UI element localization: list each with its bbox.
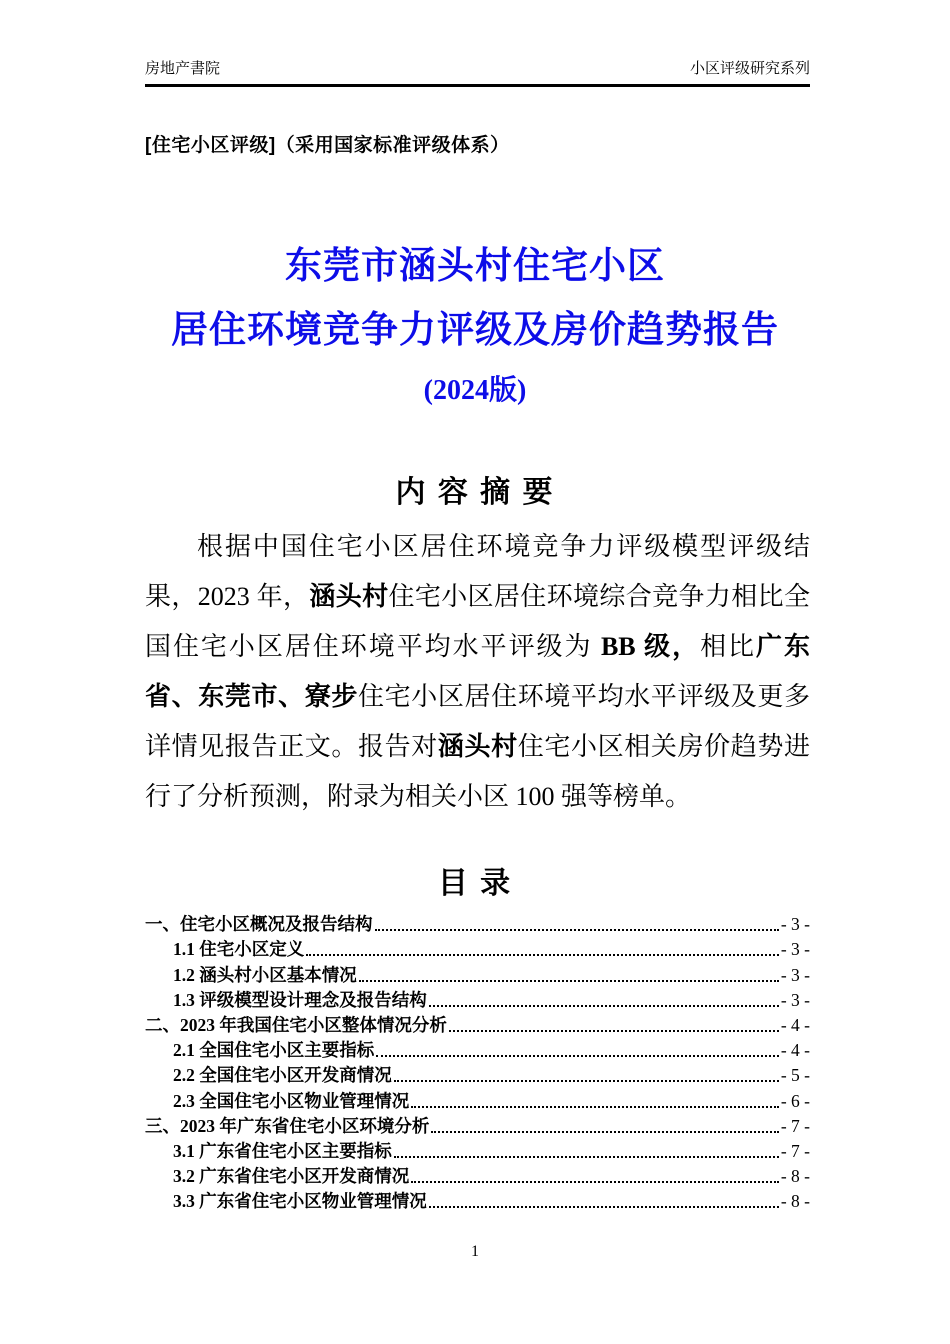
toc-entry-page: - 8 - xyxy=(780,1166,810,1187)
toc-entry-label: 1.1 住宅小区定义 xyxy=(173,939,305,960)
toc-entry xyxy=(145,1163,810,1188)
summary-heading: 内 容 摘 要 xyxy=(395,476,555,509)
toc-dot-leader xyxy=(429,1206,779,1208)
toc-entry-page: - 3 - xyxy=(780,964,810,985)
header-right-text: 小区评级研究系列 xyxy=(689,60,810,77)
toc-entry-page: - 7 - xyxy=(780,1115,810,1136)
toc-entry-label: 1.2 涵头村小区基本情况 xyxy=(173,964,357,985)
toc-entry xyxy=(145,1037,810,1062)
toc-dot-leader xyxy=(375,929,779,931)
rating-system-note: [住宅小区评级]（采用国家标准评级体系） xyxy=(145,135,510,156)
toc-dot-leader xyxy=(359,980,779,982)
toc-entry-label: 3.3 广东省住宅小区物业管理情况 xyxy=(173,1191,427,1212)
toc-entry-page: - 5 - xyxy=(780,1065,810,1086)
toc-dot-leader xyxy=(394,1156,779,1158)
toc-list xyxy=(145,911,810,1213)
toc-entry-page: - 6 - xyxy=(780,1090,810,1111)
toc-entry-label: 3.2 广东省住宅小区开发商情况 xyxy=(173,1166,410,1187)
summary-text: 住宅小区相关房价趋势进行了分析预测，附录为相关小区 100 强等榜单。 xyxy=(145,732,810,811)
toc-entry xyxy=(145,936,810,961)
toc-entry xyxy=(145,987,810,1012)
toc-dot-leader xyxy=(411,1181,779,1183)
summary-text: 根据中国住宅小区居住环境竞争力评级模型评级结果，2023 年， xyxy=(145,532,810,611)
running-header xyxy=(145,60,810,87)
toc-dot-leader xyxy=(429,1005,779,1007)
toc-dot-leader xyxy=(376,1055,779,1057)
toc-entry xyxy=(145,1012,810,1037)
header-left-text: 房地产書院 xyxy=(145,60,221,77)
report-title-line2: 居住环境竞争力评级及房价趋势报告 xyxy=(171,310,779,351)
toc-entry-page: - 4 - xyxy=(780,1040,810,1061)
toc-entry-label: 2.1 全国住宅小区主要指标 xyxy=(173,1040,375,1061)
report-title-block xyxy=(0,245,950,407)
toc-entry-label: 三、2023 年广东省住宅小区环境分析 xyxy=(145,1115,430,1136)
summary-paragraph xyxy=(145,522,810,822)
summary-bold-text: BB 级， xyxy=(600,632,701,661)
toc-entry xyxy=(145,1138,810,1163)
toc-entry-label: 3.1 广东省住宅小区主要指标 xyxy=(173,1140,392,1161)
toc-entry-label: 2.2 全国住宅小区开发商情况 xyxy=(173,1065,392,1086)
summary-bold-text: 广东省、东莞市、寮步 xyxy=(145,632,810,711)
toc-entry-page: - 8 - xyxy=(780,1191,810,1212)
summary-bold-text: 涵头村 xyxy=(309,582,389,611)
toc-entry xyxy=(145,1113,810,1138)
toc-dot-leader xyxy=(449,1030,779,1032)
toc-dot-leader xyxy=(411,1106,779,1108)
toc-entry-page: - 4 - xyxy=(780,1014,810,1035)
toc-entry-label: 1.3 评级模型设计理念及报告结构 xyxy=(173,989,427,1010)
toc-entry xyxy=(145,911,810,936)
toc-entry-page: - 3 - xyxy=(780,939,810,960)
toc-entry-label: 2.3 全国住宅小区物业管理情况 xyxy=(173,1090,410,1111)
toc-dot-leader xyxy=(306,954,779,956)
page-number: 1 xyxy=(471,1243,479,1260)
toc-entry xyxy=(145,1062,810,1087)
summary-bold-text: 涵头村 xyxy=(437,732,518,761)
toc-dot-leader xyxy=(431,1131,778,1133)
toc-entry-label: 二、2023 年我国住宅小区整体情况分析 xyxy=(145,1014,447,1035)
summary-text: 住宅小区居住环境综合竞争力相比全国住宅小区居住环境平均水平评级为 xyxy=(145,582,810,661)
report-edition: (2024版) xyxy=(423,375,527,406)
toc-entry-page: - 3 - xyxy=(780,914,810,935)
toc-entry xyxy=(145,1087,810,1112)
summary-text: 住宅小区居住环境平均水平评级及更多详情见报告正文。报告对 xyxy=(145,682,810,761)
toc-entry xyxy=(145,1188,810,1213)
toc-entry-page: - 3 - xyxy=(780,989,810,1010)
toc-entry xyxy=(145,961,810,986)
report-title-line1: 东莞市涵头村住宅小区 xyxy=(285,246,665,287)
toc-heading: 目 录 xyxy=(437,867,513,900)
toc-entry-page: - 7 - xyxy=(780,1140,810,1161)
summary-text: 相比 xyxy=(700,632,756,661)
toc-entry-label: 一、住宅小区概况及报告结构 xyxy=(145,914,373,935)
toc-dot-leader xyxy=(394,1080,779,1082)
